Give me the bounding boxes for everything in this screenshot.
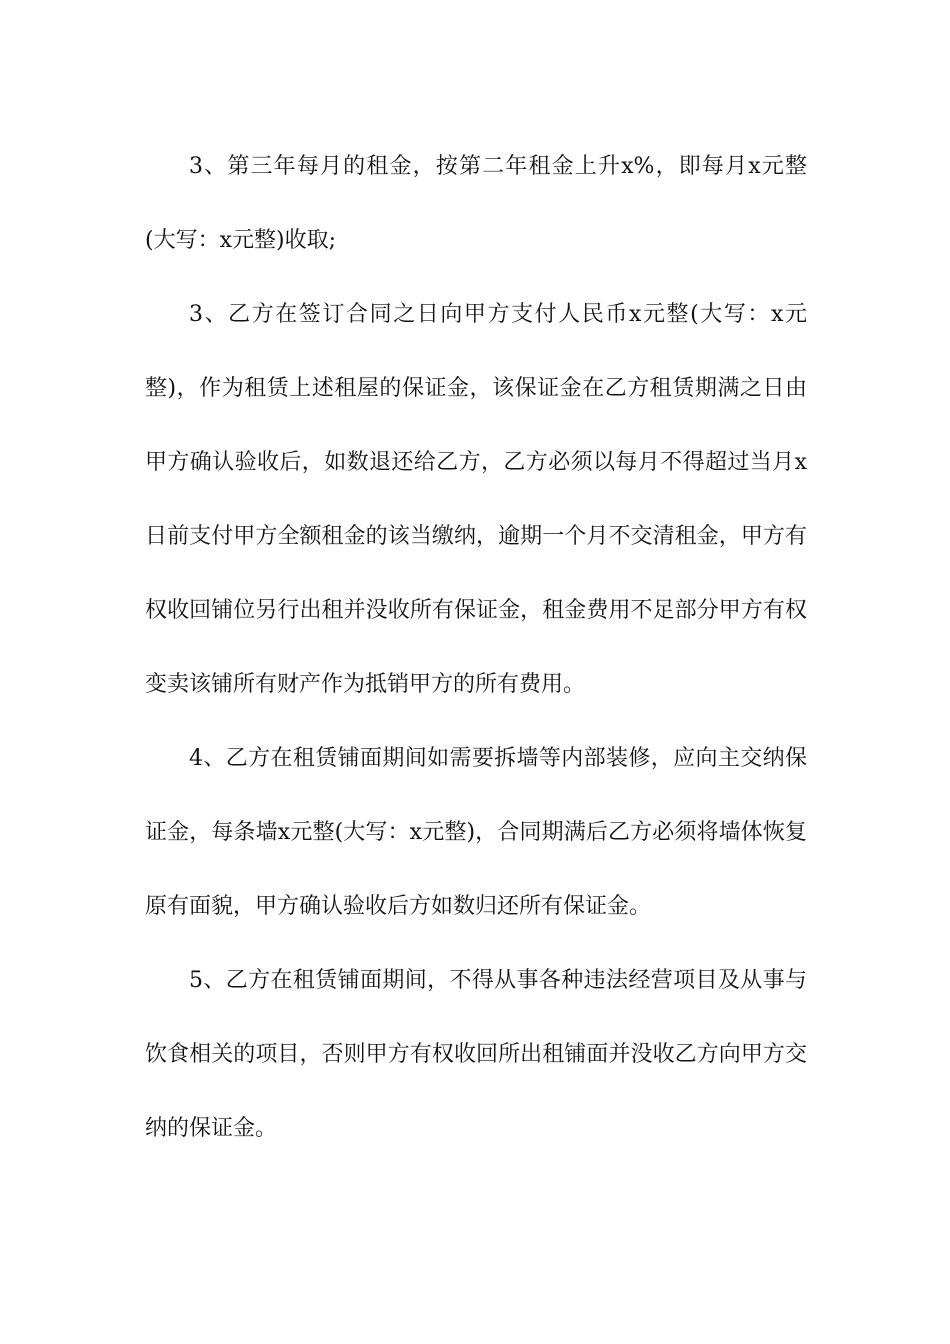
document-body bbox=[145, 130, 807, 1166]
paragraph-renovation-deposit: 4、乙方在租赁铺面期间如需要拆墙等内部装修，应向主交纳保证金，每条墙x元整(大写：x元整)，合同期满后乙方必须将墙体恢复原有面貌，甲方确认验收后方如数归还所有保证金。 bbox=[145, 746, 807, 919]
paragraph-rent-third-year: 3、第三年每月的租金，按第二年租金上升x%，即每月x元整(大写：x元整)收取; bbox=[145, 154, 807, 253]
paragraph-security-deposit: 3、乙方在签订合同之日向甲方支付人民币x元整(大写：x元整)，作为租赁上述租屋的保证金，该保证金在乙方租赁期满之日由甲方确认验收后，如数退还给乙方，乙方必须以每月不得超过当月x日前支付甲方全额租金的该当缴纳，逾期一个月不交清租金，甲方有权收回铺位另行出租并没收所有保证金，租金费用不足部分甲方有权变卖该铺所有财产作为抵销甲方的所有费用。 bbox=[145, 302, 807, 697]
paragraph-prohibited-business: 5、乙方在租赁铺面期间，不得从事各种违法经营项目及从事与饮食相关的项目，否则甲方有权收回所出租铺面并没收乙方向甲方交纳的保证金。 bbox=[145, 968, 807, 1141]
